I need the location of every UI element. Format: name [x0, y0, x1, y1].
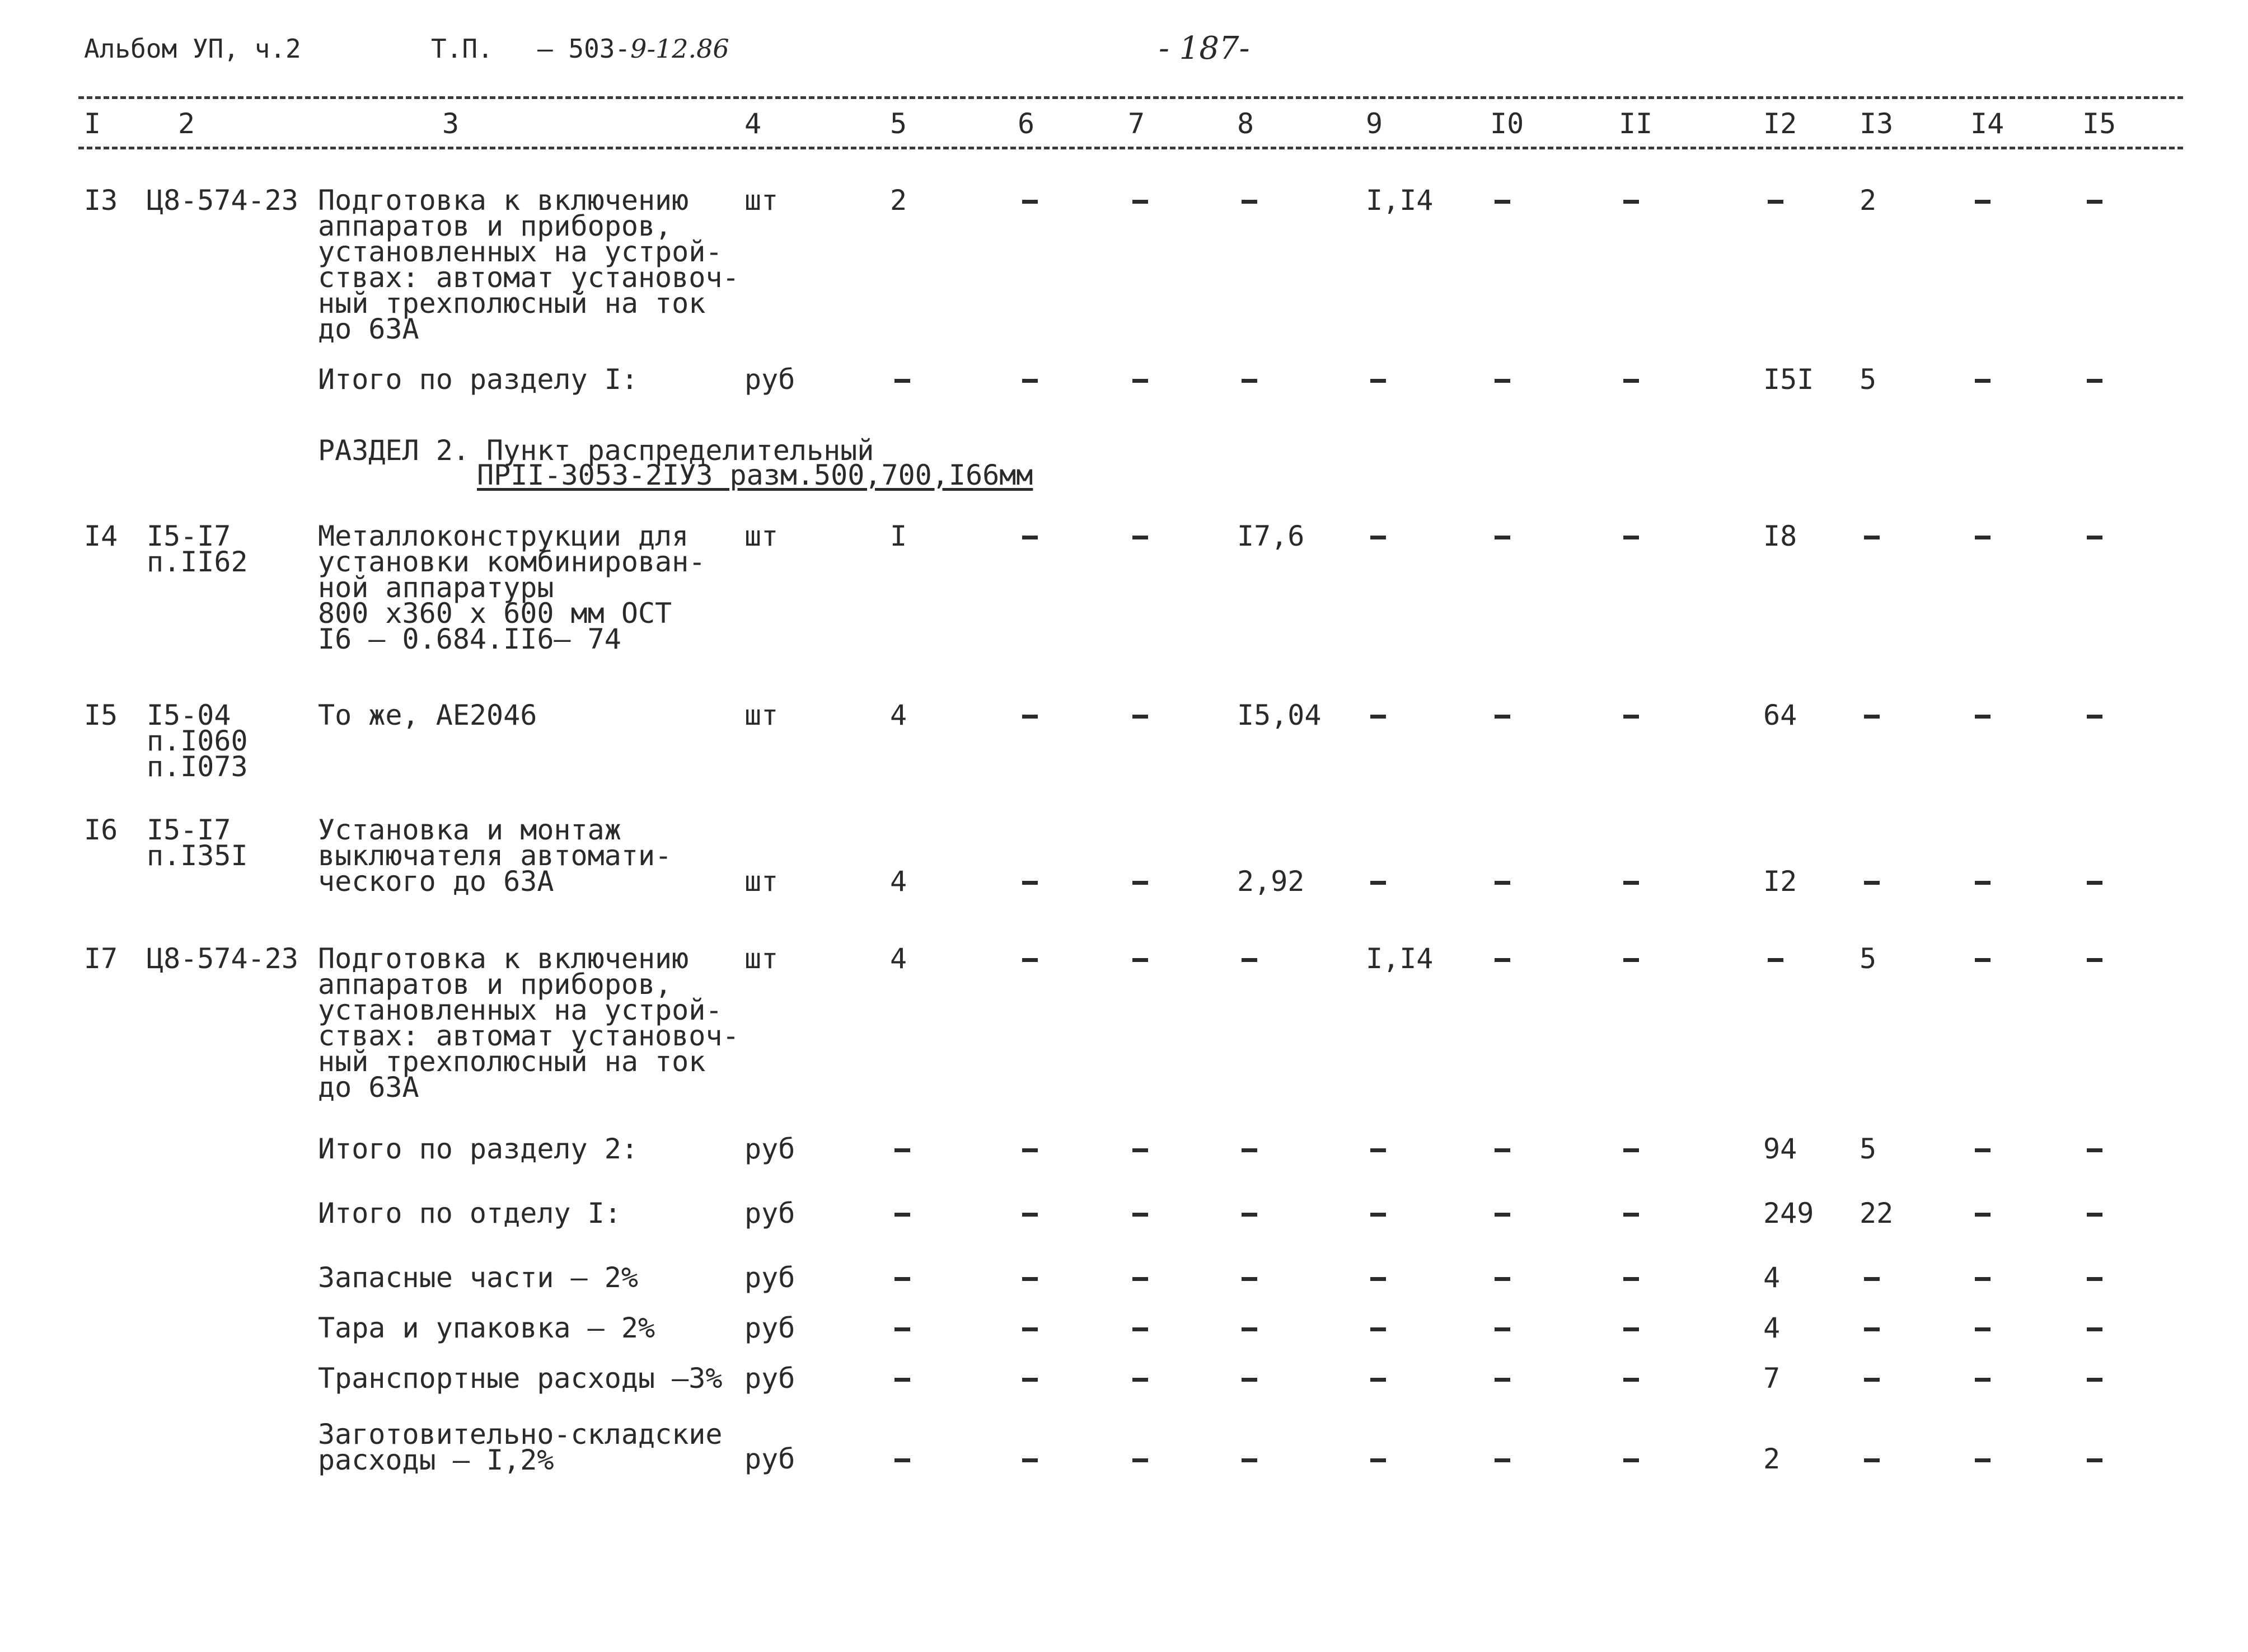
empty-dash: [1623, 200, 1639, 204]
empty-dash: [1370, 715, 1386, 719]
unit-cell: руб: [744, 1133, 795, 1165]
empty-dash: [1623, 379, 1639, 383]
empty-dash: [1022, 1148, 1038, 1152]
value-cell: 4: [1763, 1261, 1781, 1294]
unit-cell: шт: [744, 699, 779, 731]
empty-dash: [2087, 1458, 2102, 1462]
item-description: Металлоконструкции для установки комбинирован- ной аппаратуры 800 х360 х 600 мм ОСТ I6 – 0.684.II6– 74: [318, 520, 706, 655]
section2-title-line2: ПРII-3053-2IУ3 разм.500,700,I66мм: [477, 459, 1033, 491]
empty-dash: [1132, 958, 1148, 962]
item-description: Итого по разделу I:: [318, 363, 638, 396]
value-cell: I,I4: [1366, 184, 1434, 217]
empty-dash: [1022, 536, 1038, 539]
empty-dash: [1495, 1458, 1510, 1462]
unit-cell: руб: [744, 1312, 795, 1344]
value-cell: 5: [1860, 1133, 1877, 1165]
item-description: Заготовительно-складские расходы – I,2%: [318, 1418, 723, 1476]
empty-dash: [2087, 881, 2102, 885]
empty-dash: [1370, 1458, 1386, 1462]
empty-dash: [1242, 1277, 1257, 1281]
empty-dash: [2087, 536, 2102, 539]
value-cell: I7,6: [1237, 520, 1305, 552]
empty-dash: [1022, 715, 1038, 719]
empty-dash: [1132, 715, 1148, 719]
unit-cell: руб: [744, 363, 795, 396]
rate-code: I5-I7 п.II62: [147, 520, 248, 578]
value-cell: 2: [890, 184, 907, 217]
empty-dash: [1022, 1213, 1038, 1217]
empty-dash: [1623, 536, 1639, 539]
unit-cell: руб: [744, 1261, 795, 1294]
empty-dash: [1495, 958, 1510, 962]
empty-dash: [1022, 379, 1038, 383]
unit-cell: шт: [744, 184, 779, 217]
empty-dash: [1370, 1327, 1386, 1331]
column-header-8: 8: [1237, 107, 1254, 140]
empty-dash: [1975, 1277, 1991, 1281]
empty-dash: [1495, 536, 1510, 539]
empty-dash: [1864, 536, 1880, 539]
empty-dash: [1242, 1148, 1257, 1152]
empty-dash: [1623, 1277, 1639, 1281]
value-cell: I5,04: [1237, 699, 1322, 731]
value-cell: 4: [890, 865, 907, 898]
column-header-6: 6: [1018, 107, 1035, 140]
item-description: Итого по разделу 2:: [318, 1133, 638, 1165]
item-description: Транспортные расходы –3%: [318, 1362, 723, 1395]
empty-dash: [1975, 536, 1991, 539]
empty-dash: [2087, 715, 2102, 719]
empty-dash: [1132, 200, 1148, 204]
empty-dash: [1242, 958, 1257, 962]
value-cell: 2: [1860, 184, 1877, 217]
unit-cell: руб: [744, 1443, 795, 1475]
empty-dash: [1623, 1148, 1639, 1152]
header-top-rule: [78, 96, 2183, 99]
empty-dash: [2087, 379, 2102, 383]
empty-dash: [1370, 1277, 1386, 1281]
empty-dash: [1975, 1148, 1991, 1152]
empty-dash: [894, 379, 910, 383]
empty-dash: [1623, 1327, 1639, 1331]
empty-dash: [1864, 881, 1880, 885]
value-cell: I,I4: [1366, 942, 1434, 975]
empty-dash: [1132, 1148, 1148, 1152]
empty-dash: [1495, 200, 1510, 204]
rate-code: Ц8-574-23: [147, 184, 298, 217]
column-header-7: 7: [1128, 107, 1145, 140]
unit-cell: шт: [744, 865, 779, 898]
empty-dash: [894, 1277, 910, 1281]
empty-dash: [1864, 715, 1880, 719]
empty-dash: [1623, 958, 1639, 962]
empty-dash: [1132, 1458, 1148, 1462]
section2-title-line1: РАЗДЕЛ 2. Пункт распределительный: [318, 434, 874, 467]
tp-label: Т.П.: [431, 34, 493, 64]
empty-dash: [1132, 881, 1148, 885]
empty-dash: [894, 1213, 910, 1217]
empty-dash: [1495, 1213, 1510, 1217]
empty-dash: [1864, 1277, 1880, 1281]
value-cell: 4: [890, 699, 907, 731]
item-description: Тара и упаковка – 2%: [318, 1312, 655, 1344]
column-header-4: 4: [744, 107, 762, 140]
column-header-2: 2: [178, 107, 195, 140]
empty-dash: [1623, 715, 1639, 719]
empty-dash: [1975, 1378, 1991, 1382]
value-cell: I: [890, 520, 907, 552]
empty-dash: [1975, 200, 1991, 204]
empty-dash: [1370, 1378, 1386, 1382]
value-cell: 249: [1763, 1197, 1814, 1229]
rate-code: I5-I7 п.I35I: [147, 814, 248, 872]
empty-dash: [1975, 715, 1991, 719]
empty-dash: [2087, 1213, 2102, 1217]
empty-dash: [1370, 1148, 1386, 1152]
empty-dash: [1864, 1458, 1880, 1462]
value-cell: 94: [1763, 1133, 1797, 1165]
row-number: I6: [84, 814, 118, 846]
empty-dash: [1495, 379, 1510, 383]
item-description: Запасные части – 2%: [318, 1261, 638, 1294]
empty-dash: [1022, 1277, 1038, 1281]
column-header-10: I0: [1490, 107, 1524, 140]
empty-dash: [1623, 1213, 1639, 1217]
unit-cell: шт: [744, 520, 779, 552]
empty-dash: [1975, 881, 1991, 885]
empty-dash: [1022, 1378, 1038, 1382]
empty-dash: [894, 1148, 910, 1152]
value-cell: 2,92: [1237, 865, 1305, 898]
empty-dash: [2087, 200, 2102, 204]
column-header-3: 3: [442, 107, 460, 140]
empty-dash: [1022, 200, 1038, 204]
item-description: Подготовка к включению аппаратов и приборов, установленных на устрой- ствах: автомат установоч- ный трехполюсный на ток до 63А: [318, 942, 739, 1104]
column-header-15: I5: [2082, 107, 2116, 140]
empty-dash: [1768, 958, 1783, 962]
empty-dash: [1132, 379, 1148, 383]
empty-dash: [1495, 1327, 1510, 1331]
empty-dash: [1022, 1327, 1038, 1331]
item-description: Итого по отделу I:: [318, 1197, 621, 1229]
empty-dash: [1623, 1458, 1639, 1462]
empty-dash: [1132, 1213, 1148, 1217]
empty-dash: [1864, 1327, 1880, 1331]
empty-dash: [1242, 1327, 1257, 1331]
unit-cell: руб: [744, 1362, 795, 1395]
empty-dash: [2087, 1327, 2102, 1331]
empty-dash: [1370, 379, 1386, 383]
column-header-13: I3: [1860, 107, 1894, 140]
column-header-9: 9: [1366, 107, 1383, 140]
empty-dash: [1022, 958, 1038, 962]
value-cell: I8: [1763, 520, 1797, 552]
empty-dash: [894, 1458, 910, 1462]
row-number: I3: [84, 184, 118, 217]
column-header-14: I4: [1970, 107, 2005, 140]
empty-dash: [2087, 1378, 2102, 1382]
value-cell: 4: [1763, 1312, 1781, 1344]
item-description: Подготовка к включению аппаратов и приборов, установленных на устрой- ствах: автомат установоч- ный трехполюсный на ток до 63А: [318, 184, 739, 345]
unit-cell: шт: [744, 942, 779, 975]
column-header-12: I2: [1763, 107, 1797, 140]
empty-dash: [1864, 1378, 1880, 1382]
row-number: I7: [84, 942, 118, 975]
empty-dash: [1022, 1458, 1038, 1462]
empty-dash: [1495, 1378, 1510, 1382]
tp-number-printed: – 503-: [537, 34, 631, 64]
empty-dash: [1370, 881, 1386, 885]
column-header-11: II: [1619, 107, 1653, 140]
value-cell: 64: [1763, 699, 1797, 731]
album-label: Альбом УП, ч.2: [84, 34, 301, 64]
empty-dash: [894, 1378, 910, 1382]
header-bottom-rule: [78, 147, 2183, 149]
empty-dash: [2087, 958, 2102, 962]
row-number: I5: [84, 699, 118, 731]
empty-dash: [1495, 1148, 1510, 1152]
empty-dash: [1370, 1213, 1386, 1217]
empty-dash: [2087, 1277, 2102, 1281]
empty-dash: [1132, 1327, 1148, 1331]
value-cell: 5: [1860, 363, 1877, 396]
empty-dash: [1242, 1213, 1257, 1217]
empty-dash: [1975, 958, 1991, 962]
empty-dash: [1975, 379, 1991, 383]
tp-number-handwritten: 9-12.86: [630, 34, 729, 64]
empty-dash: [1495, 715, 1510, 719]
empty-dash: [1242, 200, 1257, 204]
column-header-5: 5: [890, 107, 907, 140]
empty-dash: [1975, 1213, 1991, 1217]
empty-dash: [1975, 1458, 1991, 1462]
value-cell: 2: [1763, 1443, 1781, 1475]
empty-dash: [1623, 1378, 1639, 1382]
empty-dash: [1623, 881, 1639, 885]
item-description: Установка и монтаж выключателя автомати- ческого до 63А: [318, 814, 672, 898]
value-cell: 5: [1860, 942, 1877, 975]
empty-dash: [1242, 1458, 1257, 1462]
value-cell: 4: [890, 942, 907, 975]
empty-dash: [1242, 1378, 1257, 1382]
item-description: То же, АЕ2046: [318, 699, 537, 731]
empty-dash: [1242, 379, 1257, 383]
empty-dash: [1132, 1277, 1148, 1281]
empty-dash: [2087, 1148, 2102, 1152]
rate-code: Ц8-574-23: [147, 942, 298, 975]
value-cell: I5I: [1763, 363, 1814, 396]
value-cell: 22: [1860, 1197, 1894, 1229]
empty-dash: [1132, 1378, 1148, 1382]
unit-cell: руб: [744, 1197, 795, 1229]
empty-dash: [1022, 881, 1038, 885]
empty-dash: [1975, 1327, 1991, 1331]
empty-dash: [1370, 536, 1386, 539]
tp-number: [537, 34, 729, 64]
empty-dash: [1495, 1277, 1510, 1281]
rate-code: I5-04 п.I060 п.I073: [147, 699, 248, 783]
value-cell: 7: [1763, 1362, 1781, 1395]
empty-dash: [1132, 536, 1148, 539]
row-number: I4: [84, 520, 118, 552]
value-cell: I2: [1763, 865, 1797, 898]
empty-dash: [1495, 881, 1510, 885]
empty-dash: [1768, 200, 1783, 204]
empty-dash: [894, 1327, 910, 1331]
column-header-1: I: [84, 107, 101, 140]
page-number: - 187-: [1159, 30, 1250, 67]
